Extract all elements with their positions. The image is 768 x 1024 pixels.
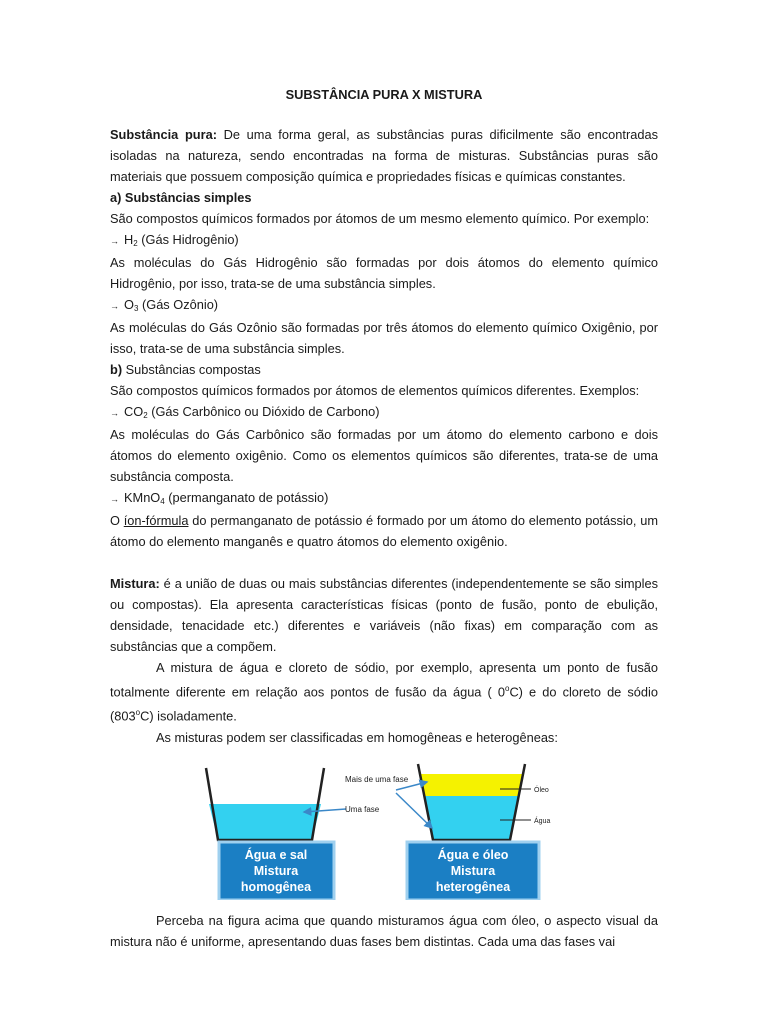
caption-homogeneous <box>219 842 334 900</box>
paragraph-o3-desc: As moléculas do Gás Ozônio são formadas por três átomos do elemento químico Oxigênio, por isso, trata-se de uma substância simples. <box>110 320 658 356</box>
heading-substancias-simples: a) Substâncias simples <box>110 190 252 205</box>
page-title: SUBSTÂNCIA PURA X MISTURA <box>285 87 483 102</box>
caption-heterogeneous <box>407 842 539 900</box>
paragraph-classificacao: As misturas podem ser classificadas em homogêneas e heterogêneas: <box>156 729 558 745</box>
mixture-figure <box>200 758 760 900</box>
svg-text:homogênea: homogênea <box>240 879 312 894</box>
term-label: Substância pura: <box>110 127 217 142</box>
example-kmno4: → KMnO$_4$ (permanganato de potássio) <box>110 487 658 510</box>
water-fill <box>425 796 518 840</box>
paragraph-compostas-intro: São compostos químicos formados por átomos de elementos químicos diferentes. Exemplos: <box>110 383 640 398</box>
paragraph-final: Perceba na figura acima que quando misturamos água com óleo, o aspecto visual da mistura não é uniforme, apresentando duas fases bem distintas. Cada uma das fases vai <box>110 912 658 949</box>
label-mais-de-uma-fase: Mais de uma fase <box>345 774 409 784</box>
beaker-heterogeneous <box>418 764 531 840</box>
paragraph-h2-desc: As moléculas do Gás Hidrogênio são formadas por dois átomos do elemento químico Hidrogênio, por isso, trata-se de uma substância simples. <box>110 255 658 291</box>
svg-text:Mistura: Mistura <box>253 863 299 878</box>
paragraph-simples-intro: São compostos químicos formados por átomos de um mesmo elemento químico. Por exemplo: <box>110 211 650 226</box>
label-uma-fase: Uma fase <box>345 804 380 814</box>
svg-text:Água e óleo: Água e óleo <box>437 847 509 862</box>
example-o3: → $O_3$ (Gás Ozônio) <box>110 294 658 317</box>
paragraph-mistura: Mistura: é a união de duas ou mais substâncias diferentes (independentemente se são simples ou compostas). Ela apresenta características físicas (ponto de fusão, ponto de ebulição, densidade, tenacidade etc.) diferentes e variáveis (não fixas) em comparação com as substâncias que a compõem. <box>110 576 658 654</box>
water-fill <box>209 804 321 840</box>
term-label: Mistura: <box>110 576 160 591</box>
heading-substancias-compostas: b) Substâncias compostas <box>110 362 261 377</box>
arrow-icon: → <box>110 408 119 418</box>
paragraph-kmno4-desc: O íon-fórmula do permanganato de potássio é formado por um átomo do elemento potássio, um átomo do elemento manganês e quatro átomos do elemento oxigênio. <box>110 513 658 549</box>
label-agua: Água <box>534 817 551 825</box>
paragraph-mistura-exemplo: A mistura de água e cloreto de sódio, por exemplo, apresenta um ponto de fusão totalmente diferente em relação aos pontos de fusão da água ( 0$^o$C) e do cloreto de sódio (803$^o$C) isoladamente. <box>110 660 658 724</box>
arrow-icon: → <box>110 301 119 311</box>
arrow-icon: → <box>110 494 119 504</box>
paragraph-substancia-pura: Substância pura: De uma forma geral, as substâncias puras dificilmente são encontradas isoladas na natureza, sendo encontradas na forma de misturas. Substâncias puras são materiais que possuem composição química e propriedades físicas e químicas constantes. <box>110 127 658 184</box>
beaker-homogeneous <box>206 768 324 840</box>
svg-text:Água e sal: Água e sal <box>244 847 308 862</box>
svg-text:heterogênea: heterogênea <box>435 879 511 894</box>
label-oleo: Óleo <box>534 786 549 794</box>
paragraph-co2-desc: As moléculas do Gás Carbônico são formadas por um átomo do elemento carbono e dois átomos do elemento oxigênio. Como os elementos químicos são diferentes, trata-se de uma substância composta. <box>110 427 658 484</box>
ion-formula-link[interactable]: íon-fórmula <box>123 513 189 528</box>
example-h2: → $H_2$ (Gás Hidrogênio) <box>110 229 658 252</box>
mixture-illustration <box>200 758 560 900</box>
svg-text:Mistura: Mistura <box>450 863 496 878</box>
document-page <box>110 84 658 952</box>
oil-fill <box>420 774 523 796</box>
arrow-icon: → <box>110 236 119 246</box>
example-co2: → $CO_2$ (Gás Carbônico ou Dióxido de Carbono) <box>110 401 658 424</box>
